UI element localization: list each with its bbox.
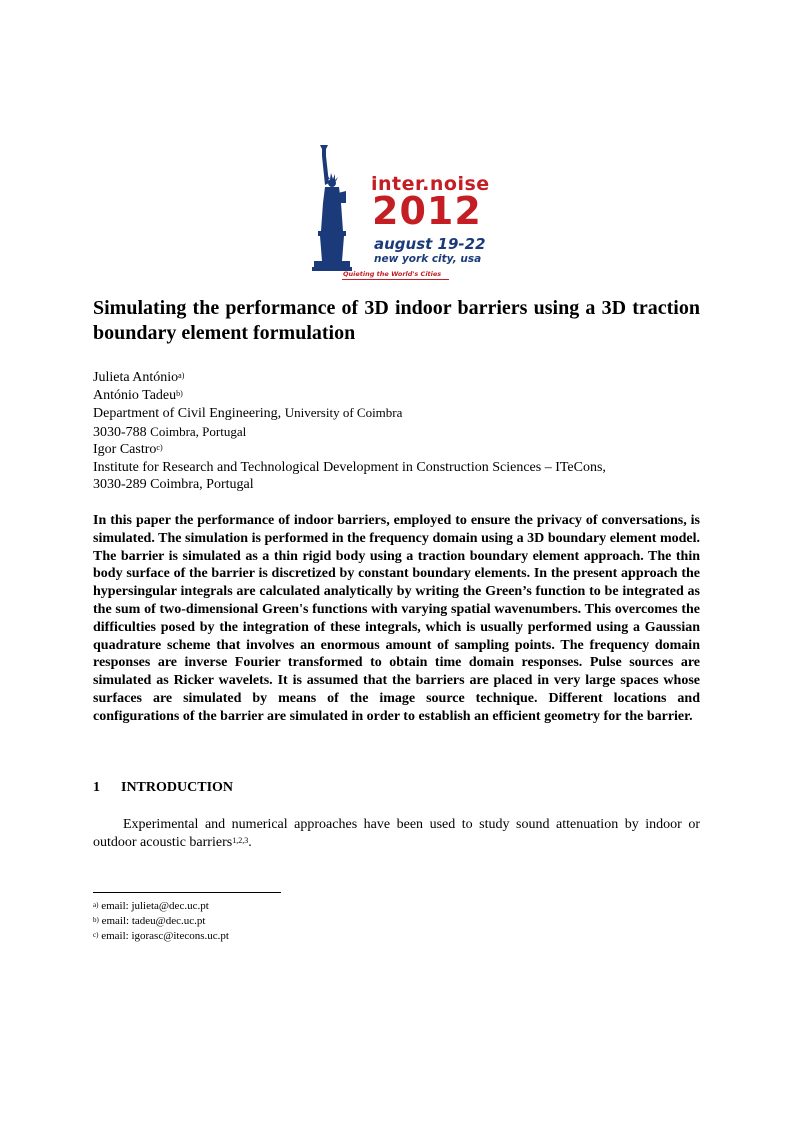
affiliation-1-address: 3030-788 Coimbra, Portugal: [93, 423, 247, 440]
logo-year: 2012: [372, 189, 482, 233]
author-2: [93, 387, 700, 405]
author-1-name: Julieta António: [93, 370, 179, 385]
statue-of-liberty-icon: [312, 143, 372, 283]
footnote-item: $^{b)}$ email: tadeu@dec.uc.pt: [93, 915, 206, 927]
abstract: In this paper the performance of indoor barriers, employed to ensure the privacy of conversations, is simulated. The simulation is performed in the frequency domain using a 3D boundary element model. The barrier is simulated as a thin rigid body using a traction boundary element approach. The thin body surface of the barrier is discretized by constant boundary elements. In the present approach the hypersingular integrals are calculated analytically by writing the Green’s function to be integrated as the sum of two-dimensional Green's functions with varying spatial wavenumbers. This overcomes the difficulties posed by the integration of these integrals, which is usually performed using a Gaussian quadrature scheme that involves an enormous amount of sampling points. The frequency domain responses are inverse Fourier transformed to obtain time domain responses. Pulse sources are simulated as Ricker wavelets. It is assumed that the barriers are placed in very large spaces whose surfaces are simulated by means of the image source technique. Different locations and configurations of the barrier are simulated in order to establish an efficient geometry for the barrier.: [93, 513, 700, 724]
conference-logo: [312, 143, 490, 283]
section-number: 1: [93, 780, 100, 795]
affiliation-1-dept: Department of Civil Engineering, University of Coimbra: [93, 405, 403, 421]
author-1: [93, 369, 700, 387]
footnote-email: email: igorasc@itecons.uc.pt: [98, 930, 229, 942]
logo-date: august 19-22: [374, 235, 486, 253]
footnote-email: email: julieta@dec.uc.pt: [98, 900, 209, 912]
affiliation-1-univ: University of Coimbra: [284, 405, 403, 420]
section-heading: [93, 780, 233, 796]
logo-brand: inter.noise: [371, 173, 490, 195]
logo-underline: [342, 279, 449, 280]
paper-title: Simulating the performance of 3D indoor barriers using a 3D traction boundary element formulation: [93, 297, 700, 344]
intro-paragraph: Experimental and numerical approaches have been used to study sound attenuation by indoor or outdoor acoustic barriers$^{1,2,3}$.: [93, 817, 700, 850]
author-2-name: António Tadeu: [93, 387, 177, 403]
affiliation-2: Institute for Research and Technological Development in Construction Sciences – ITeCons,: [93, 459, 606, 475]
author-3-name: Igor Castro: [93, 442, 157, 457]
author-3-mark: c): [156, 443, 163, 452]
author-2-mark: b): [176, 388, 183, 398]
section-title: INTRODUCTION: [121, 780, 234, 795]
author-1-mark: a): [178, 371, 185, 380]
author-3: [93, 441, 700, 459]
footnotes: [93, 899, 229, 944]
logo-city: new york city, usa: [374, 253, 482, 265]
intro-refs: 1,2,3: [232, 836, 249, 845]
author-block: [93, 369, 700, 494]
footnote-rule: [93, 892, 281, 893]
footnote-item: $^{c)}$ email: igorasc@itecons.uc.pt: [93, 930, 229, 942]
footnote-item: $^{a)}$ email: julieta@dec.uc.pt: [93, 900, 209, 912]
affiliation-2-address: 3030-289 Coimbra, Portugal: [93, 477, 254, 492]
footnote-email: email: tadeu@dec.uc.pt: [98, 915, 206, 927]
logo-tagline: Quieting the World's Cities: [343, 270, 442, 278]
